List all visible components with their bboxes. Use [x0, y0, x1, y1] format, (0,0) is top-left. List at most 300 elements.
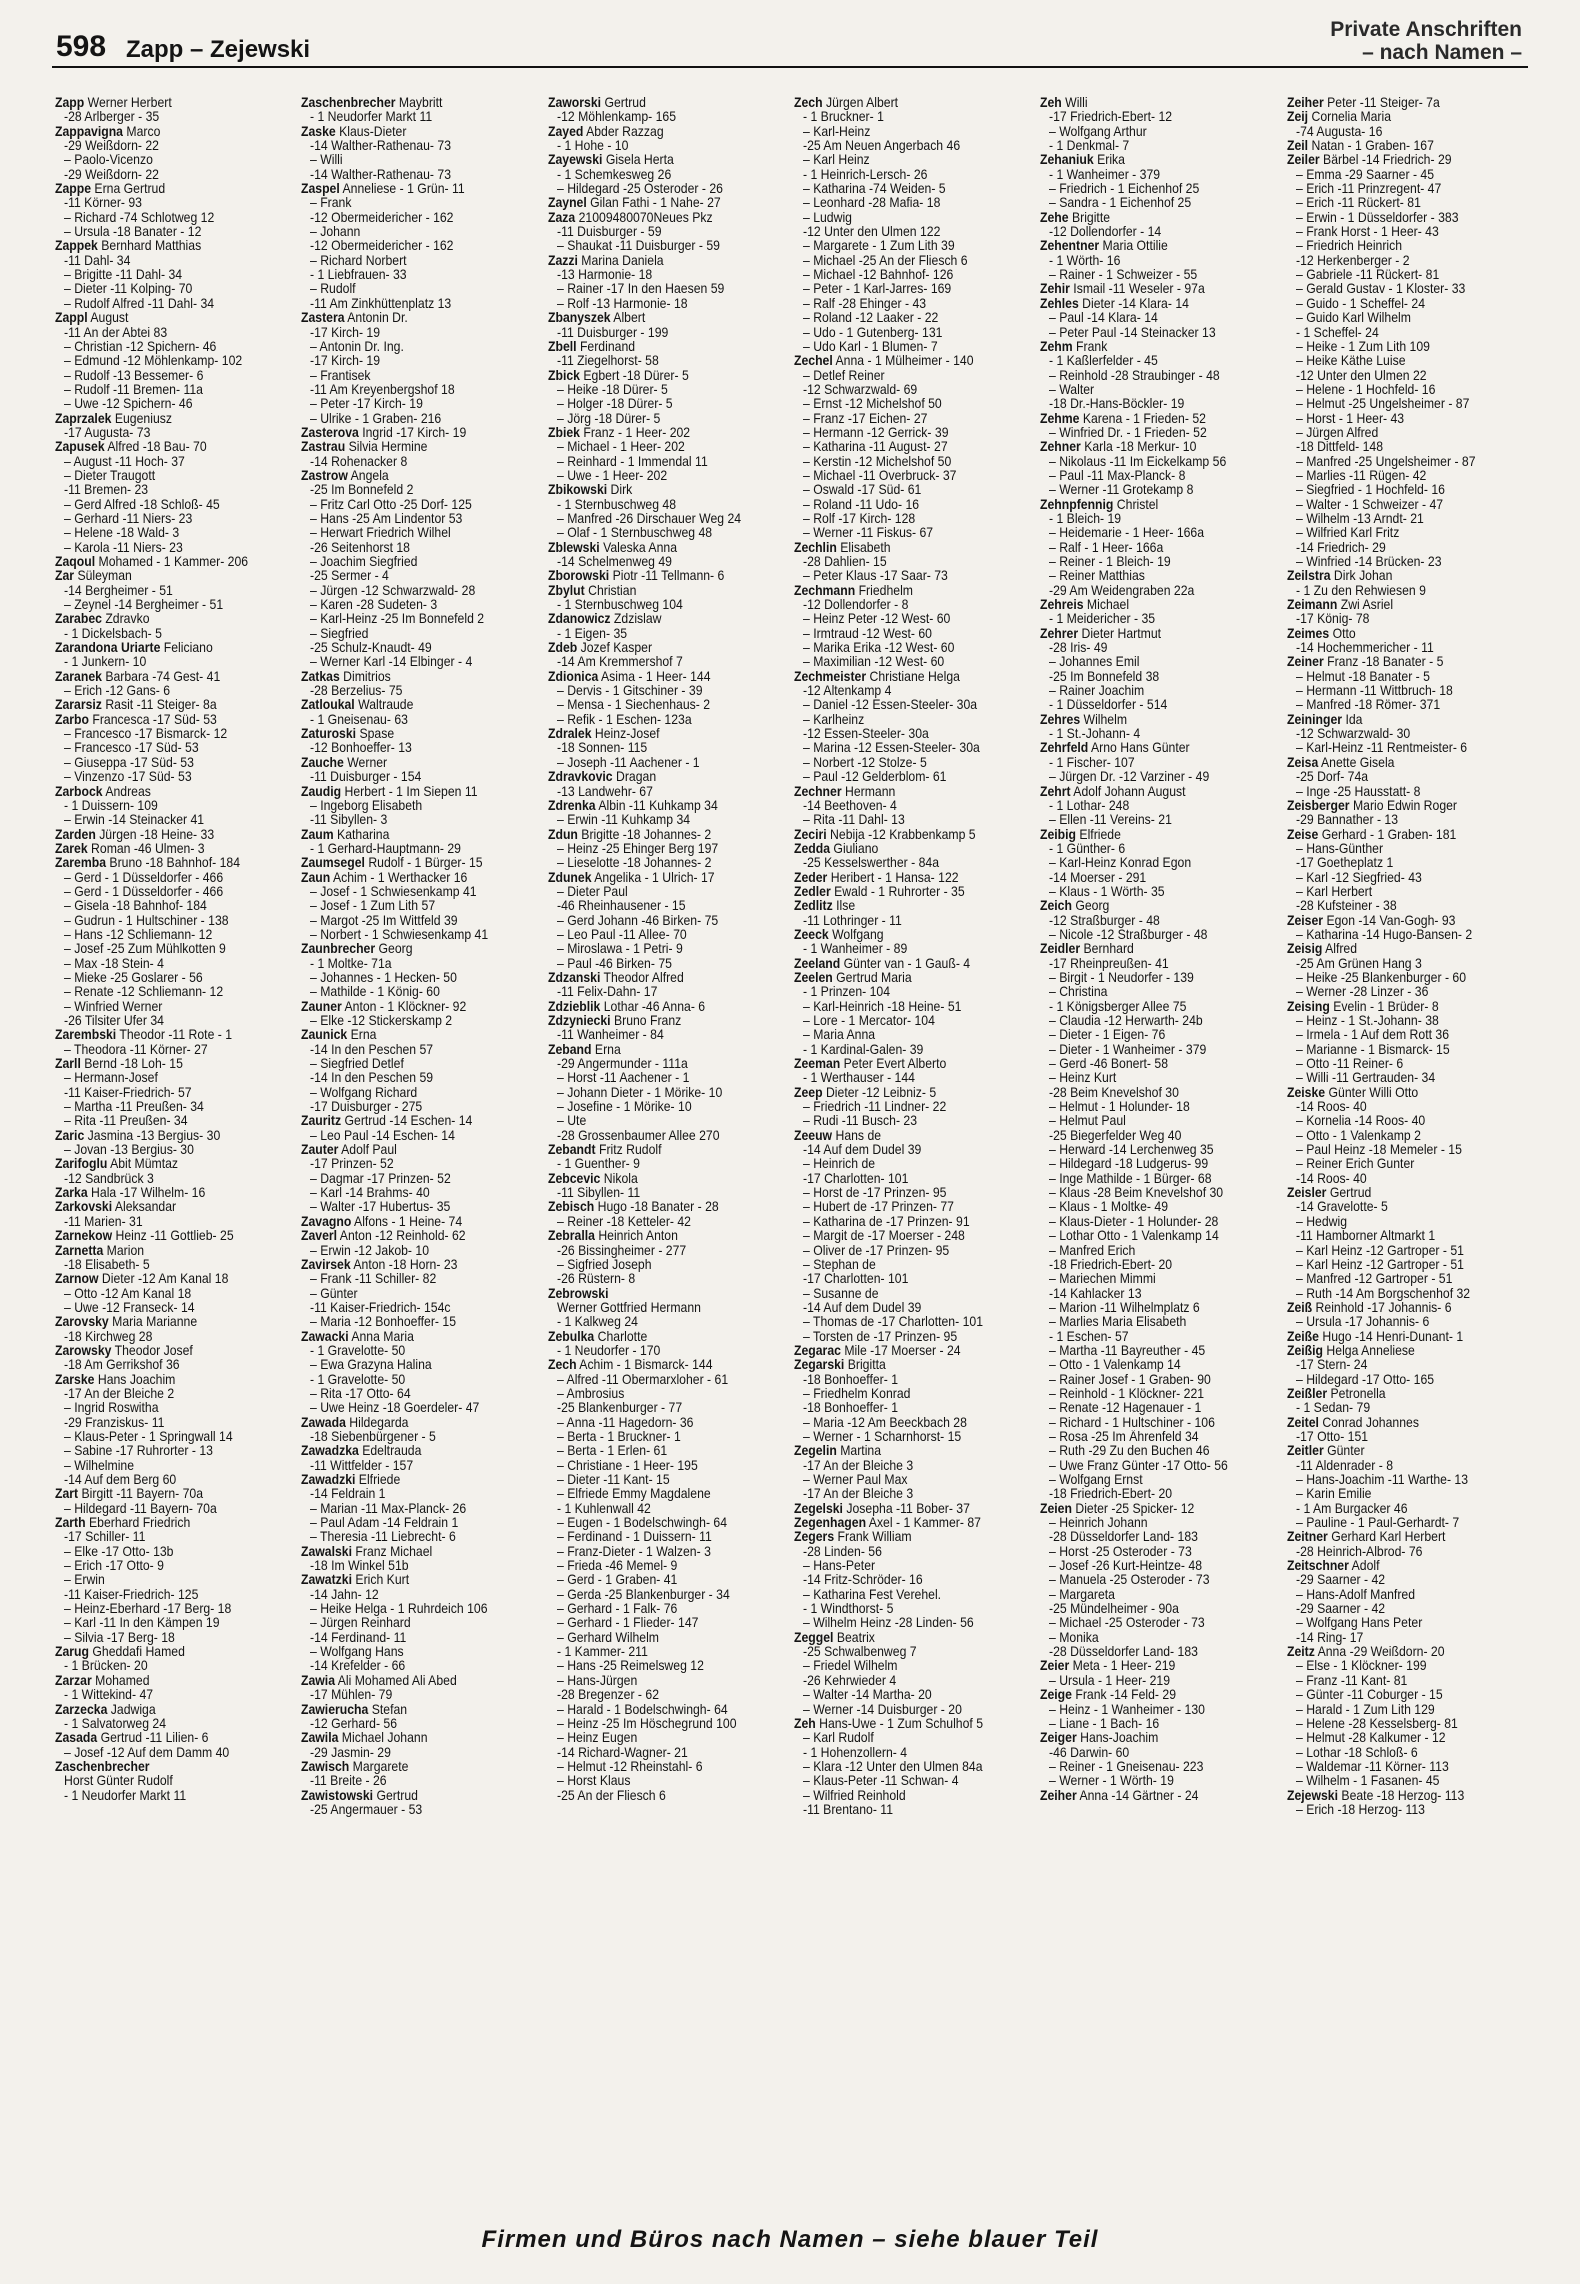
directory-entry-line: – Karl-Heinz -25 Im Bonnefeld 2	[310, 612, 485, 627]
directory-entry	[1040, 340, 1278, 354]
directory-entry	[301, 1416, 539, 1430]
directory-entry-line: -12 Straßburger - 48	[1049, 913, 1161, 928]
directory-entry	[1040, 1731, 1278, 1745]
directory-entry-line: -11 Lothringer - 11	[802, 913, 902, 928]
surname: Zawierucha	[301, 1702, 369, 1717]
directory-entry-line: – Katharina de -17 Prinzen- 91	[802, 1214, 970, 1229]
directory-entry-line: – Elke -12 Stickerskamp 2	[310, 1014, 453, 1028]
directory-entry-line: - 1 Eschen- 57	[1049, 1329, 1129, 1344]
directory-entry-line: - 1 Duissern- 109	[64, 798, 158, 813]
directory-entry-line: -11 Marien- 31	[64, 1214, 143, 1229]
entry-detail: Reinhold -17 Johannis- 6	[1311, 1300, 1452, 1315]
directory-entry-line: -25 Im Bonnefeld 2	[310, 483, 414, 498]
directory-entry	[55, 670, 293, 684]
entry-detail: Evelin - 1 Brüder- 8	[1329, 999, 1439, 1014]
directory-entry-line: – Hans-Jürgen	[556, 1673, 637, 1688]
entry-detail: Meta - 1 Heer- 219	[1069, 1659, 1176, 1674]
directory-entry-line: -29 Am Weidengraben 22a	[1049, 583, 1195, 598]
surname: Zaunick	[301, 1028, 348, 1043]
directory-entry-line: – Friedhelm Konrad	[802, 1386, 911, 1401]
directory-entry-line: -29 Jasmin- 29	[310, 1745, 392, 1760]
directory-entry	[1287, 1530, 1525, 1544]
directory-entry	[1287, 799, 1525, 813]
directory-entry-line: – Karen -28 Sudeten- 3	[310, 598, 438, 613]
entry-detail: Bruno Franz	[610, 1014, 681, 1028]
directory-entry	[1287, 1789, 1525, 1803]
surname: Zeh	[1040, 96, 1063, 110]
entry-detail: Dirk	[606, 483, 632, 498]
directory-entry	[301, 182, 539, 196]
entry-detail: Piotr -11 Tellmann- 6	[608, 569, 724, 584]
entry-detail: 21009480070Neues Pkz	[574, 210, 713, 225]
directory-entry-line: – Michael -25 An der Fliesch 6	[802, 253, 968, 268]
directory-entry-line: – Heike Käthe Luise	[1295, 354, 1406, 369]
entry-detail: Hans-Uwe - 1 Zum Schulhof 5	[815, 1716, 984, 1731]
directory-entry-line: – Karl -12 Siegfried- 43	[1295, 870, 1422, 885]
directory-entry	[55, 96, 293, 110]
directory-entry-line: – Refik - 1 Eschen- 123a	[556, 712, 692, 727]
entry-detail: Abder Razzag	[583, 124, 664, 139]
directory-entry-line: -12 Schwarzwald- 69	[802, 382, 918, 397]
directory-entry-line: -46 Darwin- 60	[1049, 1745, 1130, 1760]
directory-entry-line: – Johann Dieter - 1 Mörike- 10	[556, 1085, 722, 1100]
directory-entry-line: – Monika	[1049, 1630, 1099, 1645]
surname: Zaspel	[301, 182, 341, 197]
directory-entry	[301, 1789, 539, 1803]
entry-detail: Dieter -14 Klara- 14	[1079, 296, 1190, 311]
surname: Zeband	[547, 1042, 592, 1057]
directory-entry-line: – Willi	[310, 153, 343, 168]
directory-entry	[548, 670, 786, 684]
directory-entry-line: - 1 Prinzen- 104	[802, 985, 891, 1000]
entry-detail: August	[87, 311, 129, 326]
directory-entry-line: – Heinz - 1 St.-Johann- 38	[1295, 1014, 1439, 1028]
directory-entry-line: – Friedrich - 1 Eichenhof 25	[1049, 182, 1200, 197]
directory-entry-line: -17 Charlotten- 101	[802, 1171, 909, 1186]
directory-entry	[55, 1674, 293, 1688]
directory-entry-line: – Ludwig	[802, 210, 852, 225]
entry-detail: Ali Mohamed Ali Abed	[335, 1673, 458, 1688]
directory-entry-line: -14 Auf dem Berg 60	[64, 1473, 177, 1487]
directory-entry	[548, 541, 786, 555]
entry-detail: Christel	[1113, 497, 1159, 512]
directory-entry	[794, 885, 1032, 899]
directory-entry	[301, 785, 539, 799]
directory-entry-line: – Max -18 Stein- 4	[64, 956, 164, 971]
directory-entry-line: – Helmut Paul	[1049, 1114, 1127, 1129]
surname: Zaremba	[55, 856, 107, 871]
entry-detail: Bernd -18 Loh- 15	[80, 1057, 183, 1072]
directory-entry-line: – Inge Mathilde - 1 Bürger- 68	[1049, 1171, 1212, 1186]
directory-entry-line: – Walter - 1 Schweizer - 47	[1295, 497, 1443, 512]
directory-entry	[794, 670, 1032, 684]
directory-entry	[55, 1186, 293, 1200]
directory-entry-line: -18 Dittfeld- 148	[1295, 440, 1383, 455]
entry-detail: Hans de	[832, 1128, 882, 1143]
entry-detail: Achim - 1 Werthacker 16	[330, 870, 468, 885]
directory-entry-line: – Uwe -12 Franseck- 14	[64, 1300, 195, 1315]
directory-entry-line: -25 Am Grünen Hang 3	[1295, 956, 1422, 971]
directory-entry-line: – Rudolf -13 Bessemer- 6	[64, 368, 204, 383]
directory-entry-line: -14 Moerser - 291	[1049, 870, 1147, 885]
directory-entry	[1287, 914, 1525, 928]
entry-detail: Georg	[1072, 899, 1110, 914]
directory-entry-line: -11 Duisburger - 154	[310, 770, 422, 785]
directory-entry-line: – Detlef Reiner	[802, 368, 885, 383]
directory-entry-line: -28 Kufsteiner - 38	[1295, 899, 1397, 914]
directory-entry-line: -25 Biegerfelder Weg 40	[1049, 1128, 1182, 1143]
directory-entry-line: – Werner - 1 Wörth- 19	[1049, 1774, 1175, 1789]
entry-detail: Cornelia Maria	[1307, 110, 1391, 125]
surname: Zeij	[1286, 110, 1308, 125]
entry-detail: Adolf	[1348, 1559, 1380, 1574]
directory-entry-line: -11 Breite - 26	[310, 1774, 387, 1789]
directory-entry	[794, 1129, 1032, 1143]
directory-entry	[794, 928, 1032, 942]
directory-entry-line: – Mariechen Mimmi	[1049, 1272, 1157, 1287]
entry-detail: Ferdinand	[576, 339, 635, 354]
directory-entry-line: -25 Schulz-Knaudt- 49	[310, 641, 433, 656]
directory-entry	[548, 971, 786, 985]
surname: Zechner	[793, 784, 842, 799]
directory-entry	[548, 612, 786, 626]
entry-detail: Natan - 1 Graben- 167	[1307, 139, 1434, 154]
directory-entry-line: – Gerd - 1 Düsseldorfer - 466	[64, 884, 224, 899]
entry-detail: Heribert - 1 Hansa- 122	[827, 870, 959, 885]
directory-entry-line: - 1 Am Burgacker 46	[1295, 1501, 1408, 1516]
entry-detail: Aleksandar	[112, 1200, 177, 1215]
directory-entry-line: – Elke -17 Otto- 13b	[64, 1544, 174, 1559]
directory-entry-line: – Katharina -11 August- 27	[802, 440, 948, 455]
surname: Zeitschner	[1286, 1559, 1349, 1574]
entry-detail: Dragan	[612, 770, 656, 785]
directory-entry	[301, 1731, 539, 1745]
directory-entry-line: – Franz -17 Eichen- 27	[802, 411, 928, 426]
directory-entry-line: -14 Feldrain 1	[310, 1487, 386, 1502]
directory-entry-line: – Franz-Dieter - 1 Walzen- 3	[556, 1544, 711, 1559]
directory-entry	[55, 1645, 293, 1659]
directory-entry	[794, 828, 1032, 842]
entry-detail: Frank	[1072, 339, 1108, 354]
directory-entry-line: – Heinz - 1 Wanheimer - 130	[1049, 1702, 1206, 1717]
surname: Zayewski	[547, 153, 603, 168]
surname: Zart	[55, 1487, 79, 1502]
surname: Zdeb	[547, 641, 577, 656]
directory-entry	[548, 1043, 786, 1057]
entry-detail: Erich Kurt	[352, 1573, 410, 1588]
directory-entry-line: -25 Schwalbenweg 7	[802, 1645, 917, 1660]
directory-entry-line: – Rolf -17 Kirch- 128	[802, 511, 916, 526]
directory-entry	[548, 426, 786, 440]
entry-detail: Bernhard Matthias	[97, 239, 202, 254]
directory-entry-line: -25 Im Bonnefeld 38	[1049, 669, 1160, 684]
directory-entry-line: -14 Richard-Wagner- 21	[556, 1745, 688, 1760]
surname: Zegarski	[793, 1358, 845, 1373]
surname: Zehrt	[1040, 784, 1071, 799]
directory-entry-line: – Hildegard -17 Otto- 165	[1295, 1372, 1434, 1387]
directory-entry-line: – Marion -11 Wilhelmplatz 6	[1049, 1300, 1201, 1315]
directory-entry-line: – Udo - 1 Gutenberg- 131	[802, 325, 943, 340]
entry-detail: Elfriede	[1076, 827, 1122, 842]
surname: Zech	[793, 96, 823, 110]
directory-entry	[548, 1014, 786, 1028]
directory-entry-line: – Walter	[1049, 382, 1095, 397]
entry-detail: Bruno -18 Bahnhof- 184	[106, 856, 241, 871]
directory-entry-line: – Martha -11 Bayreuther - 45	[1049, 1343, 1206, 1358]
directory-entry-line: -18 Siebenbürgener - 5	[310, 1429, 437, 1444]
surname: Zarnow	[55, 1272, 99, 1287]
surname: Zeggel	[793, 1630, 834, 1645]
directory-entry	[1040, 741, 1278, 755]
entry-detail: Hans-Joachim	[1077, 1731, 1159, 1746]
entry-detail: Josepha -11 Bober- 37	[842, 1501, 970, 1516]
directory-entry-line: – Wilfried Karl Fritz	[1295, 526, 1399, 541]
directory-entry-line: -28 Iris- 49	[1049, 641, 1108, 656]
directory-entry	[1040, 211, 1278, 225]
entry-detail: Maybritt	[395, 96, 443, 110]
directory-entry-line: – Jovan -13 Bergius- 30	[64, 1143, 194, 1158]
surname: Zehnpfennig	[1040, 497, 1114, 512]
directory-entry-line: – Roland -12 Laaker - 22	[802, 311, 939, 326]
directory-entry-line: – Susanne de	[802, 1286, 879, 1301]
directory-entry	[55, 1344, 293, 1358]
surname: Zeimann	[1286, 598, 1337, 613]
directory-entry-line: -25 Mündelheimer - 90a	[1049, 1602, 1180, 1617]
entry-detail: Gertrud -11 Lilien- 6	[97, 1731, 209, 1746]
directory-entry-line: – Rainer Joachim	[1049, 684, 1145, 699]
directory-entry-line: – Marianne - 1 Bismarck- 15	[1295, 1042, 1450, 1057]
directory-entry-line: -14 Kahlacker 13	[1049, 1286, 1142, 1301]
directory-entry-line: – Leo Paul -14 Eschen- 14	[310, 1128, 456, 1143]
directory-column	[55, 96, 293, 2186]
surname: Zeißler	[1286, 1386, 1327, 1401]
surname: Zeidler	[1040, 942, 1081, 957]
directory-entry-line: – Holger -18 Dürer- 5	[556, 397, 673, 412]
directory-entry-line: – August -11 Hoch- 37	[64, 454, 185, 469]
directory-entry-line: – Marlies Maria Elisabeth	[1049, 1315, 1187, 1330]
entry-detail: Dieter Hartmut	[1078, 626, 1162, 641]
surname: Zauche	[301, 755, 345, 770]
surname: Zarembski	[55, 1028, 117, 1043]
directory-entry-line: - 1 Kaßlerfelder - 45	[1049, 354, 1159, 369]
directory-entry-line: – Marika Erika -12 West- 60	[802, 641, 955, 656]
directory-entry-line: – Winfried Dr. - 1 Frieden- 52	[1049, 425, 1208, 440]
surname: Zeiser	[1286, 913, 1323, 928]
directory-entry-line: – Paul -46 Birken- 75	[556, 956, 672, 971]
entry-detail: Marion	[103, 1243, 145, 1258]
directory-entry-line: – Hubert de -17 Prinzen- 77	[802, 1200, 954, 1215]
entry-detail: Silvia Hermine	[345, 440, 428, 455]
surname: Zauter	[301, 1143, 339, 1158]
directory-entry-line: – Gerhard - 1 Flieder- 147	[556, 1616, 699, 1631]
directory-entry-line: – Gerd - 1 Düsseldorfer - 466	[64, 870, 224, 885]
directory-entry-line: -11 An der Abtei 83	[64, 325, 168, 340]
directory-entry-line: -17 An der Bleiche 3	[802, 1458, 914, 1473]
entry-detail: Theodor Josef	[111, 1343, 193, 1358]
surname: Zaumsegel	[301, 856, 366, 871]
directory-entry-line: – Marian -11 Max-Planck- 26	[310, 1501, 467, 1516]
directory-entry-line: – Manfred Erich	[1049, 1243, 1136, 1258]
directory-entry-line: – Uwe - 1 Heer- 202	[556, 468, 667, 483]
entry-detail: Anton - 1 Klöckner- 92	[342, 999, 467, 1014]
directory-entry-line: - 1 Neudorfer Markt 11	[310, 110, 433, 125]
directory-entry-line: – Willi -11 Gertrauden- 34	[1295, 1071, 1435, 1086]
directory-entry-line: – Friedrich Heinrich	[1295, 239, 1402, 254]
directory-entry-line: – Werner -14 Duisburger - 20	[802, 1702, 962, 1717]
surname: Zarandona Uriarte	[55, 641, 161, 656]
directory-entry-line: -11 Wanheimer - 84	[556, 1028, 664, 1043]
directory-entry-line: – Wilhelm Heinz -28 Linden- 56	[802, 1616, 974, 1631]
surname: Zegelski	[793, 1501, 843, 1516]
directory-entry-line: – Manfred -12 Gartroper - 51	[1295, 1272, 1453, 1287]
directory-entry	[55, 311, 293, 325]
directory-entry-line: -11 Hamborner Altmarkt 1	[1295, 1229, 1435, 1244]
directory-entry-line: – Reiner Erich Gunter	[1295, 1157, 1414, 1172]
directory-entry-line: Horst Günter Rudolf	[64, 1774, 173, 1789]
directory-entry-line: – Friedrich -11 Lindner- 22	[802, 1100, 947, 1115]
entry-detail: Gertrud	[373, 1788, 419, 1803]
directory-entry-line: – Manuela -25 Osteroder - 73	[1049, 1573, 1210, 1588]
directory-entry-line: – Franz -11 Kant- 81	[1295, 1673, 1407, 1688]
directory-entry-line: -25 Sermer - 4	[310, 569, 390, 584]
directory-entry-line: – Christian -12 Spichern- 46	[64, 339, 217, 354]
directory-entry	[548, 369, 786, 383]
surname: Zebandt	[547, 1143, 596, 1158]
directory-column	[1287, 96, 1525, 2186]
directory-entry-line: – Josef -25 Zum Mühlkotten 9	[64, 942, 226, 957]
surname: Zegarac	[793, 1343, 841, 1358]
directory-entry-line: - 1 Kalkweg 24	[556, 1315, 638, 1330]
directory-entry-line: -28 Berzelius- 75	[310, 684, 403, 699]
surname: Zeisa	[1286, 755, 1318, 770]
directory-entry-line: -17 Kirch- 19	[310, 325, 381, 340]
directory-entry-line: – Ellen -11 Vereins- 21	[1049, 813, 1173, 828]
directory-entry-line: -11 Kaiser-Friedrich- 57	[64, 1085, 192, 1100]
entry-detail: Ilse	[832, 899, 856, 914]
surname: Zeiger	[1040, 1731, 1078, 1746]
entry-detail: Alfred -18 Bau- 70	[104, 440, 207, 455]
entry-detail: Feliciano	[160, 641, 213, 656]
surname: Zdzyniecki	[547, 1014, 611, 1028]
entry-detail: Martina	[836, 1444, 882, 1459]
entry-detail: Zdzislaw	[610, 612, 662, 627]
directory-entry-line: – Paul Heinz -18 Memeler - 15	[1295, 1143, 1462, 1158]
surname: Zarbo	[55, 712, 89, 727]
surname: Zaske	[301, 124, 337, 139]
directory-entry-line: -12 Möhlenkamp- 165	[556, 110, 676, 125]
directory-entry-line: – Erich -12 Gans- 6	[64, 684, 171, 699]
directory-entry-line: -29 Saarner - 42	[1295, 1573, 1385, 1588]
directory-entry-line: – Frank	[310, 196, 352, 211]
directory-entry	[794, 957, 1032, 971]
directory-entry-line: - 1 Sedan- 79	[1295, 1401, 1370, 1416]
directory-entry-line: – Hans-Peter	[802, 1559, 876, 1574]
directory-entry	[1287, 1330, 1525, 1344]
directory-entry-line: – Elfriede Emmy Magdalene	[556, 1487, 711, 1502]
directory-entry	[55, 125, 293, 139]
entry-detail: Angelika - 1 Ulrich- 17	[591, 870, 715, 885]
directory-entry-line: -25 Am Neuen Angerbach 46	[802, 139, 961, 154]
directory-entry-line: – Rudolf Alfred -11 Dahl- 34	[64, 296, 215, 311]
directory-entry-line: – Katharina -74 Weiden- 5	[802, 182, 946, 197]
entry-detail: Marina Daniela	[577, 253, 664, 268]
directory-entry-line: – Uwe Heinz -18 Goerdeler- 47	[310, 1401, 480, 1416]
surname: Zaverl	[301, 1229, 338, 1244]
directory-entry-line: – Olaf - 1 Sternbuschweg 48	[556, 526, 712, 541]
directory-entry-line: – Josef - 1 Zum Lith 57	[310, 899, 436, 914]
directory-entry	[1040, 412, 1278, 426]
directory-entry-line: - 1 St.-Johann- 4	[1049, 727, 1141, 742]
directory-entry-line: – Dagmar -17 Prinzen- 52	[310, 1171, 452, 1186]
directory-entry	[1287, 942, 1525, 956]
directory-entry	[548, 153, 786, 167]
directory-entry-line: – Inge -25 Hausstatt- 8	[1295, 784, 1421, 799]
entry-detail: Anna Maria	[348, 1329, 415, 1344]
directory-entry-line: – Silvia -17 Berg- 18	[64, 1630, 175, 1645]
directory-entry-line: – Harald - 1 Zum Lith 129	[1295, 1702, 1435, 1717]
surname: Zauner	[301, 999, 343, 1014]
directory-entry	[548, 1287, 786, 1301]
directory-entry-line: – Oliver de -17 Prinzen- 95	[802, 1243, 950, 1258]
entry-detail: Katharina	[333, 827, 390, 842]
directory-entry-line: – Irmtraud -12 West- 60	[802, 626, 932, 641]
entry-detail: Wilhelm	[1080, 712, 1128, 727]
entry-detail: Erna Gertrud	[91, 182, 166, 197]
directory-entry-line: -12 Unter den Ulmen 122	[802, 225, 941, 240]
directory-entry	[1040, 899, 1278, 913]
directory-entry-line: - 1 Hohenzollern- 4	[802, 1745, 908, 1760]
entry-detail: Jasmina -13 Bergius- 30	[84, 1128, 221, 1143]
directory-entry	[301, 1229, 539, 1243]
directory-entry-line: – Dieter Paul	[556, 884, 628, 899]
directory-entry-line: - 1 Guenther- 9	[556, 1157, 640, 1172]
directory-entry	[301, 1760, 539, 1774]
surname: Zaschenbrecher	[301, 96, 396, 110]
directory-entry	[794, 1530, 1032, 1544]
directory-entry	[1040, 785, 1278, 799]
directory-entry-line: -28 Beim Knevelshof 30	[1049, 1085, 1180, 1100]
entry-detail: Mohamed	[91, 1673, 150, 1688]
entry-detail: Maria Ottilie	[1099, 239, 1169, 254]
directory-entry-line: -11 Aldenrader - 8	[1295, 1458, 1393, 1473]
directory-entry-line: -11 Ziegelhorst- 58	[556, 354, 659, 369]
directory-entry-line: – Helmut -25 Ungelsheimer - 87	[1295, 397, 1470, 412]
entry-detail: Anton -12 Reinhold- 62	[337, 1229, 466, 1244]
entry-detail: Gerhard Karl Herbert	[1327, 1530, 1446, 1545]
directory-entry-line: -29 Weißdorn- 22	[64, 139, 159, 154]
directory-entry-line: – Helmut -28 Kalkumer - 12	[1295, 1731, 1446, 1746]
directory-entry-line: -12 Dollendorfer - 14	[1049, 225, 1162, 240]
surname: Zawila	[301, 1731, 339, 1746]
directory-entry-line: – Joachim Siegfried	[310, 555, 418, 569]
directory-entry-line: – Ambrosius	[556, 1386, 624, 1401]
directory-entry-line: -11 Wittfelder - 157	[310, 1458, 414, 1473]
directory-entry-line: -17 Otto- 151	[1295, 1429, 1368, 1444]
directory-entry-line: – Peter Paul -14 Steinacker 13	[1049, 325, 1216, 340]
directory-entry-line: – Birgit - 1 Neudorfer - 139	[1049, 970, 1195, 985]
entry-detail: Jozef Kasper	[576, 641, 652, 656]
directory-entry	[1040, 297, 1278, 311]
directory-entry	[1040, 598, 1278, 612]
directory-entry-line: -14 Fritz-Schröder- 16	[802, 1573, 923, 1588]
directory-entry	[1287, 828, 1525, 842]
directory-entry-line: – Ursula -17 Johannis- 6	[1295, 1315, 1429, 1330]
directory-entry-line: – Margot -25 Im Wittfeld 39	[310, 913, 458, 928]
entry-detail: Werner Herbert	[84, 96, 172, 110]
directory-entry-line: – Werner -11 Fiskus- 67	[802, 526, 934, 541]
directory-entry-line: -28 Grossenbaumer Allee 270	[556, 1128, 720, 1143]
entry-detail: Michael	[1083, 598, 1130, 613]
